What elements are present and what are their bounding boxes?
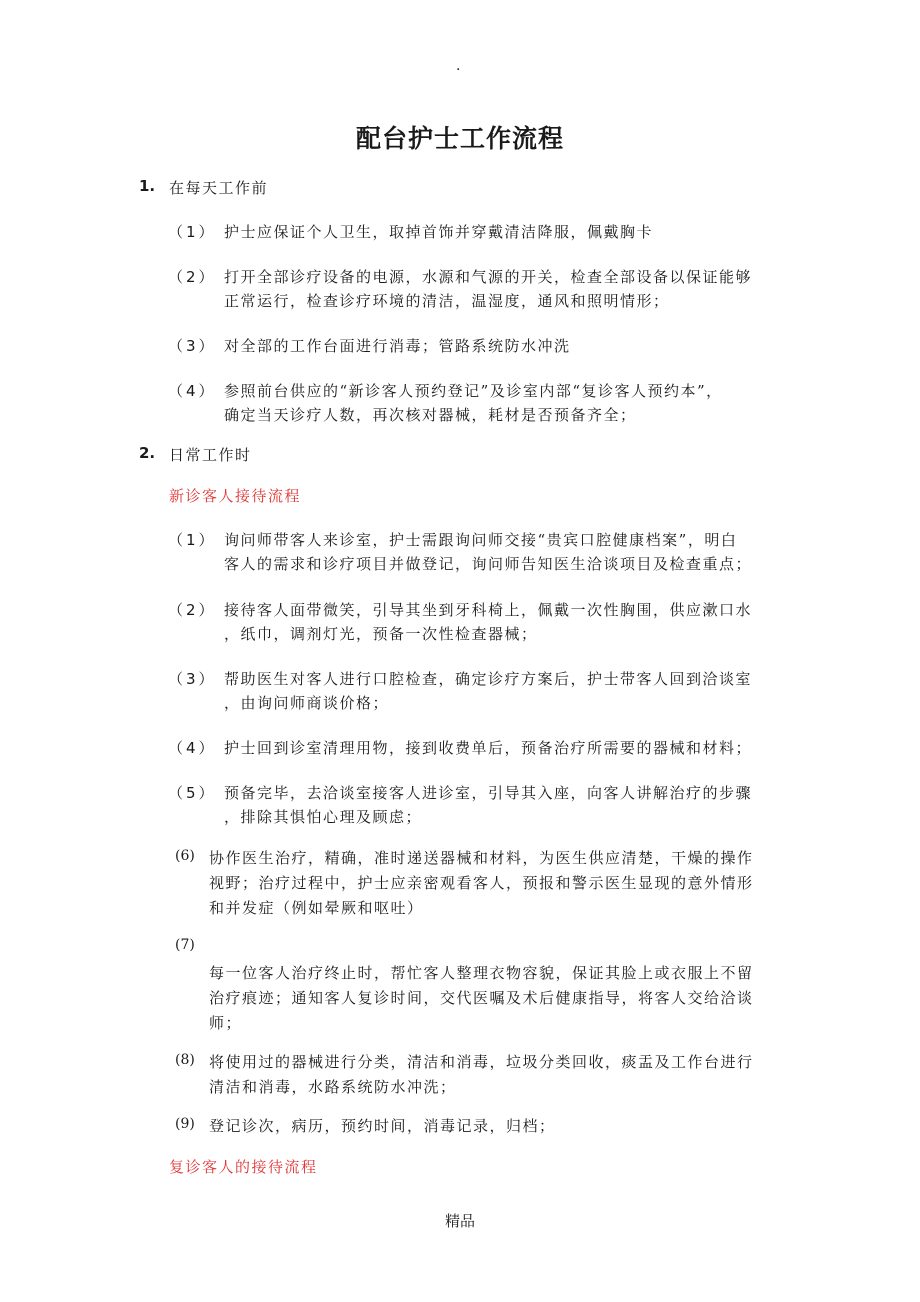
item-text: 询问师带客人来诊室，护士需跟询问师交接“贵宾口腔健康档案”，明白 <box>224 531 738 549</box>
subheading: 复诊客人的接待流程 <box>169 1158 318 1176</box>
item-number: （1） <box>168 223 217 241</box>
item-text: 登记诊次，病历，预约时间，消毒记录，归档； <box>209 1117 556 1135</box>
page-footer: 精品 <box>444 1212 475 1230</box>
item-text: 预备完毕，去洽谈室接客人进诊室，引导其入座，向客人讲解治疗的步骤 <box>224 784 753 802</box>
item-text: 治疗痕迹；通知客人复诊时间，交代医嘱及术后健康指导，将客人交给洽谈 <box>209 989 754 1007</box>
item-text: 客人的需求和诊疗项目并做登记，询问师告知医生洽谈项目及检查重点； <box>224 555 753 573</box>
item-number: (7) <box>175 937 195 953</box>
item-number: （4） <box>168 382 217 400</box>
item-text: 清洁和消毒，水路系统防水冲洗； <box>209 1078 457 1096</box>
item-text: 师； <box>209 1014 243 1032</box>
item-number: （2） <box>168 268 217 286</box>
item-text: ，由询问师商谈价格； <box>224 694 390 712</box>
item-text: 打开全部诊疗设备的电源，水源和气源的开关，检查全部设备以保证能够 <box>224 268 753 286</box>
item-text: 将使用过的器械进行分类，清洁和消毒，垃圾分类回收，痰盂及工作台进行 <box>209 1053 754 1071</box>
item-text: 帮助医生对客人进行口腔检查，确定诊疗方案后，护士带客人回到洽谈室 <box>224 670 753 688</box>
item-text: 护士应保证个人卫生，取掉首饰并穿戴清洁降服，佩戴胸卡 <box>224 223 654 241</box>
item-text: 视野；治疗过程中，护士应亲密观看客人，预报和警示医生显现的意外情形 <box>209 874 754 892</box>
section-number: 1. <box>139 177 156 195</box>
item-number: （3） <box>168 337 217 355</box>
item-text: 每一位客人治疗终止时，帮忙客人整理衣物容貌，保证其脸上或衣服上不留 <box>209 964 754 982</box>
item-number: （5） <box>168 784 217 802</box>
header-dot: . <box>456 58 461 74</box>
item-number: （3） <box>168 670 217 688</box>
item-number: (9) <box>175 1116 195 1132</box>
section-number: 2. <box>139 444 156 462</box>
section-heading: 在每天工作前 <box>169 179 269 197</box>
subheading: 新诊客人接待流程 <box>169 487 302 505</box>
item-number: （4） <box>168 739 217 757</box>
item-text: 接待客人面带微笑，引导其坐到牙科椅上，佩戴一次性胸围，供应漱口水 <box>224 601 753 619</box>
item-text: 参照前台供应的“新诊客人预约登记”及诊室内部“复诊客人预约本”， <box>224 382 723 400</box>
item-text: 护士回到诊室清理用物，接到收费单后，预备治疗所需要的器械和材料； <box>224 739 753 757</box>
item-text: 确定当天诊疗人数，再次核对器械，耗材是否预备齐全； <box>224 406 637 424</box>
item-text: 协作医生治疗，精确，准时递送器械和材料，为医生供应清楚，干燥的操作 <box>209 849 754 867</box>
item-number: （2） <box>168 601 217 619</box>
item-text: 对全部的工作台面进行消毒；管路系统防水冲洗 <box>224 337 571 355</box>
item-number: （1） <box>168 531 217 549</box>
item-number: (8) <box>175 1052 195 1068</box>
item-text: 正常运行，检查诊疗环境的清洁，温湿度，通风和照明情形； <box>224 292 670 310</box>
item-text: 和并发症（例如晕厥和呕吐） <box>209 899 424 917</box>
section-heading: 日常工作时 <box>169 446 252 464</box>
item-text: ，排除其惧怕心理及顾虑； <box>224 808 423 826</box>
page-title: 配台护士工作流程 <box>355 124 564 153</box>
item-number: (6) <box>175 848 195 864</box>
item-text: ，纸巾，调剂灯光，预备一次性检查器械； <box>224 625 538 643</box>
